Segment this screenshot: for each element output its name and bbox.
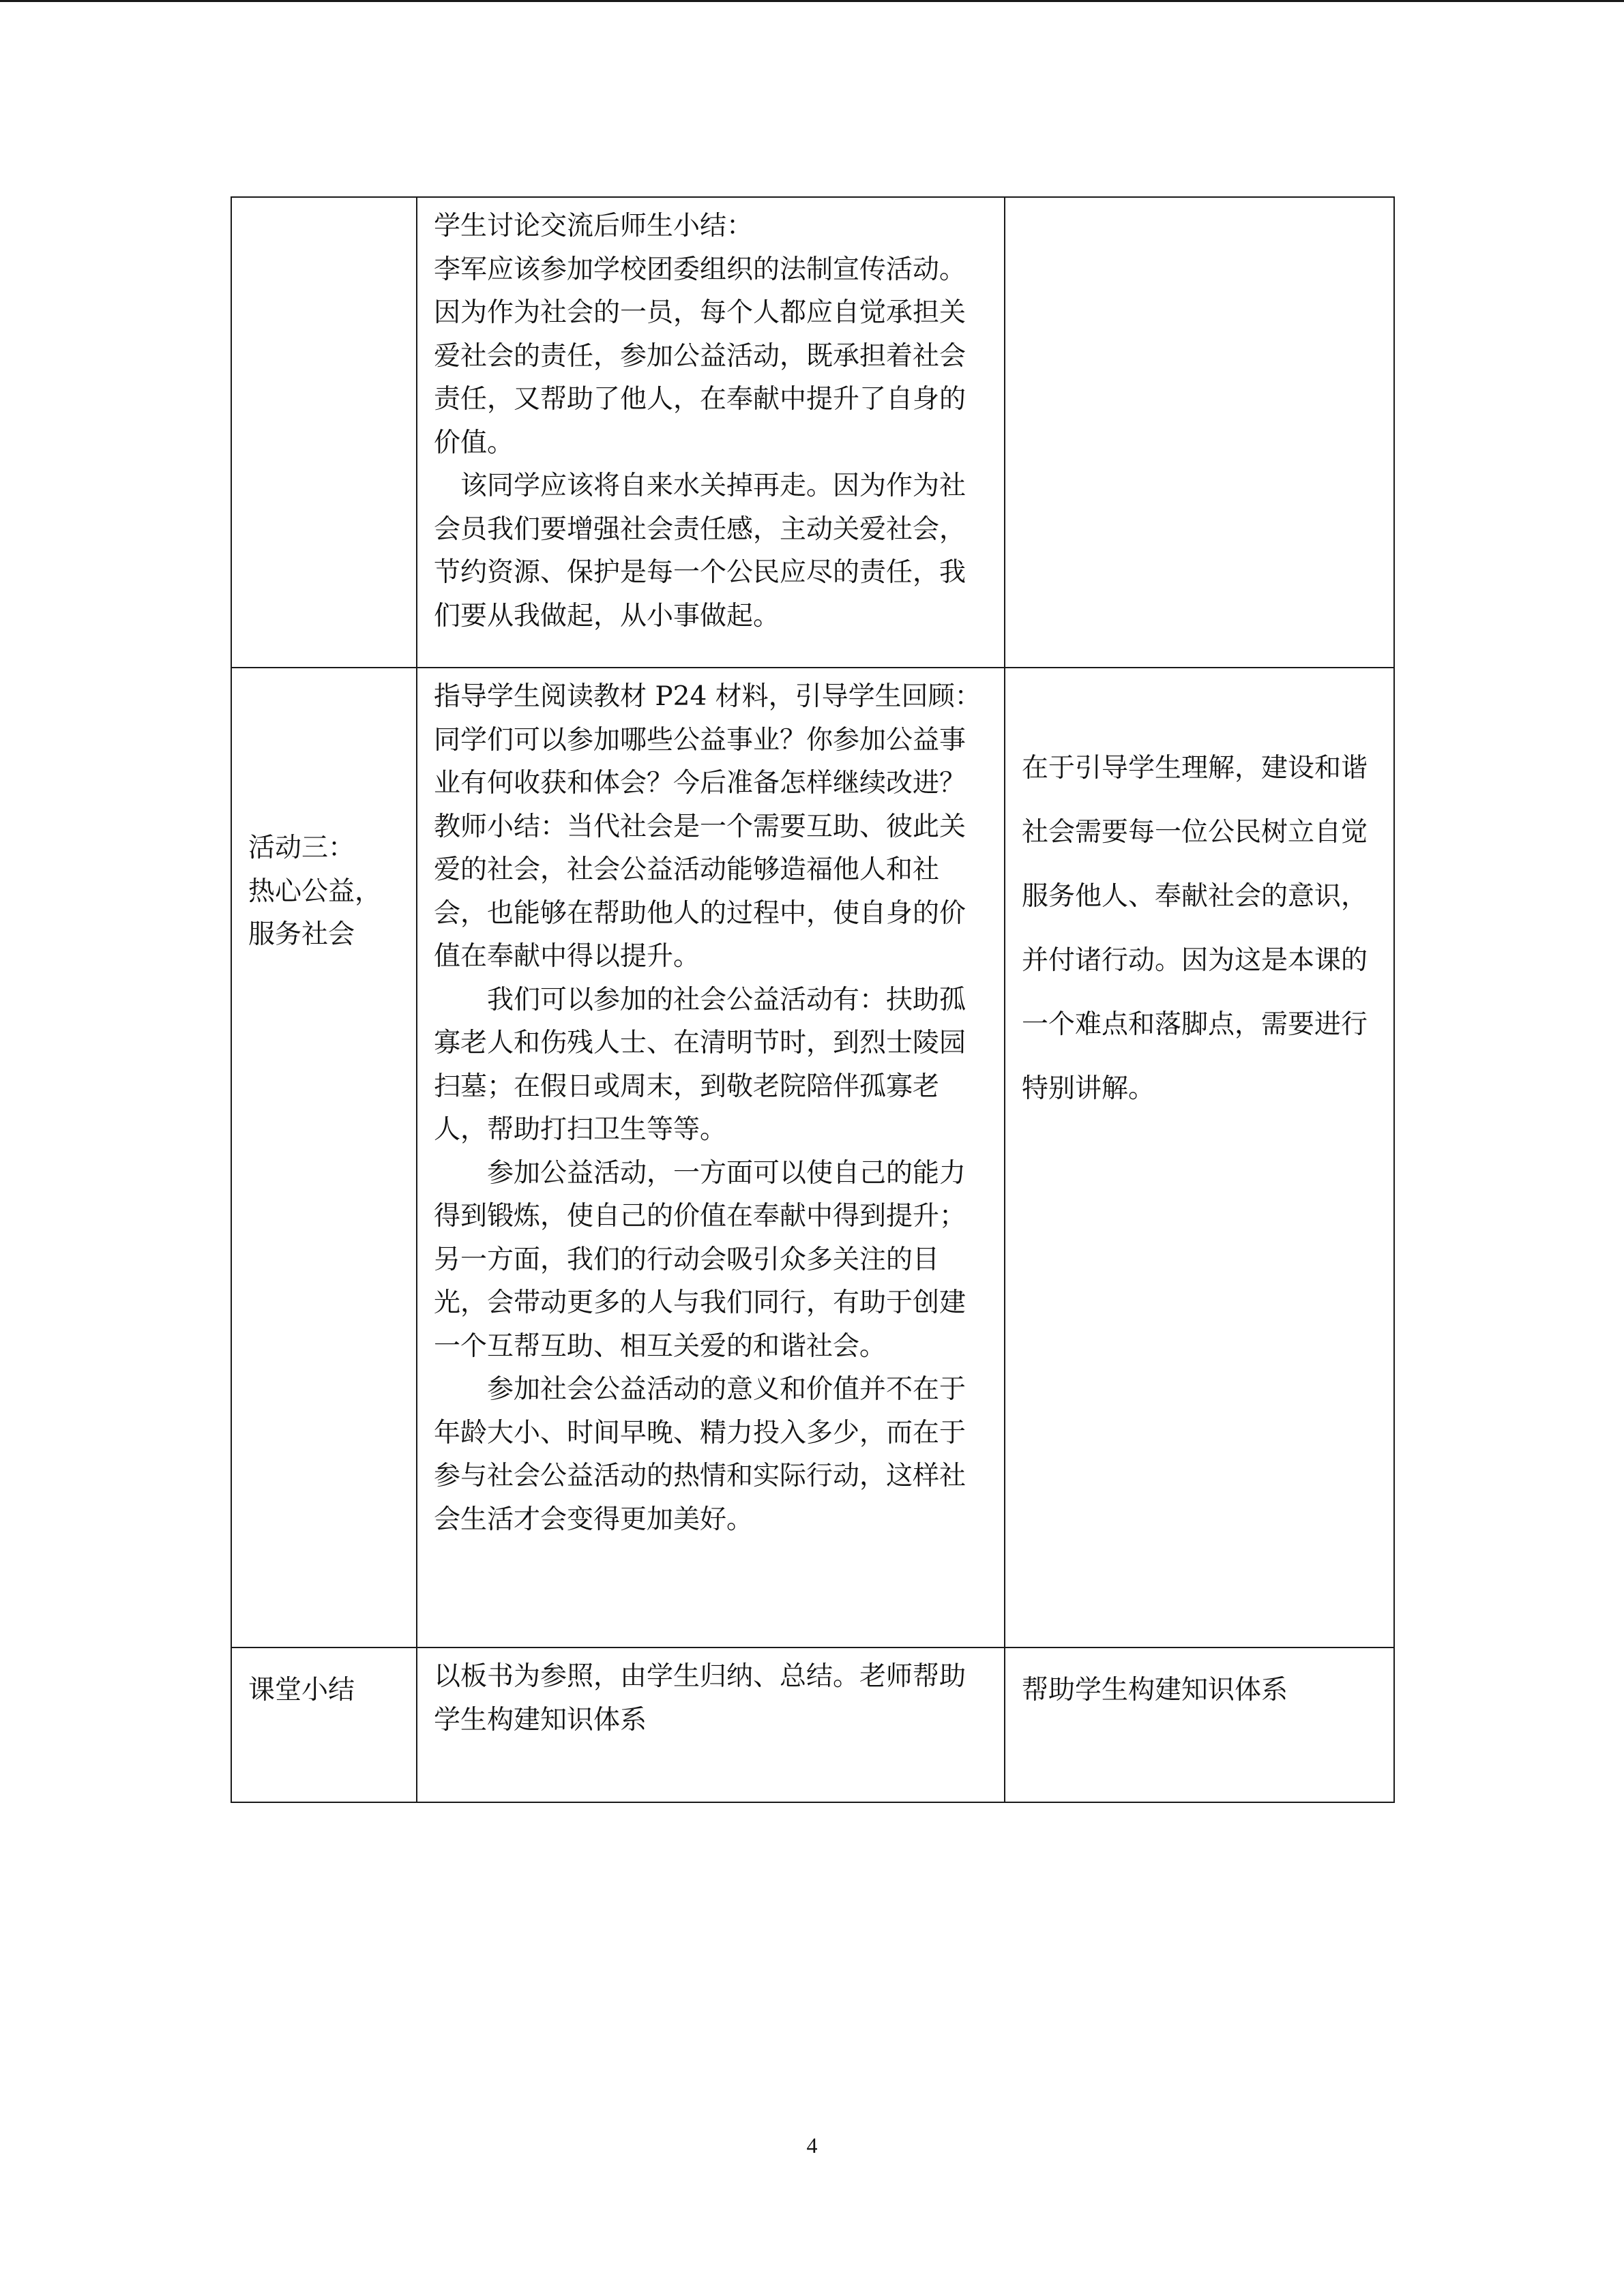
row2-label-cell bbox=[231, 668, 417, 1648]
row2-content-paragraph: 参加公益活动，一方面可以使自己的能力得到锻炼，使自己的价值在奉献中得到提升；另一方面，我们的行动会吸引众多关注的目光，会带动更多的人与我们同行，有助于创建一个互帮互助、相互关爱的和谐社会。 bbox=[434, 1157, 966, 1362]
row2-note-cell bbox=[1005, 668, 1394, 1648]
row3-note-cell bbox=[1005, 1648, 1394, 1802]
row2-content-paragraph: 参加社会公益活动的意义和价值并不在于年龄大小、时间早晚、精力投入多少，而在于参与社会公益活动的热情和实际行动，这样社会生活才会变得更加美好。 bbox=[434, 1374, 966, 1535]
row1-label bbox=[232, 198, 416, 205]
lesson-plan-table bbox=[231, 196, 1395, 1803]
row1-content-heading: 学生讨论交流后师生小结： bbox=[434, 211, 754, 241]
row1-content-cell bbox=[417, 197, 1005, 668]
row1-label-cell bbox=[231, 197, 417, 668]
page-number: 4 bbox=[806, 2133, 818, 2158]
row1-content-paragraph: 李军应该参加学校团委组织的法制宣传活动。因为作为社会的一员，每个人都应自觉承担关爱社会的责任，参加公益活动，既承担着社会责任，又帮助了他人，在奉献中提升了自身的价值。 bbox=[434, 254, 966, 458]
row2-content-paragraph: 指导学生阅读教材 P24 材料，引导学生回顾：同学们可以参加哪些公益事业？你参加公益事业有何收获和体会？今后准备怎样继续改进？ bbox=[434, 681, 981, 799]
activity-label-line: 服务社会 bbox=[248, 919, 355, 950]
activity-label-line: 活动三： bbox=[248, 833, 355, 863]
top-border-line bbox=[0, 0, 1624, 2]
activity-label-line: 热心公益， bbox=[248, 876, 382, 907]
row2-content-paragraph: 教师小结：当代社会是一个需要互助、彼此关爱的社会，社会公益活动能够造福他人和社会，也能够在帮助他人的过程中，使自身的价值在奉献中得以提升。 bbox=[434, 811, 966, 972]
row3-content-cell bbox=[417, 1648, 1005, 1802]
row1-note bbox=[1005, 198, 1393, 205]
row3-label-cell bbox=[231, 1648, 417, 1802]
row1-note-cell bbox=[1005, 197, 1394, 668]
summary-note: 帮助学生构建知识体系 bbox=[1022, 1675, 1288, 1705]
row2-note: 在于引导学生理解，建设和谐社会需要每一位公民树立自觉服务他人、奉献社会的意识，并付诸行动。因为这是本课的一个难点和落脚点，需要进行特别讲解。 bbox=[1022, 753, 1368, 1104]
row2-content-paragraph: 我们可以参加的社会公益活动有：扶助孤寡老人和伤残人士、在清明节时，到烈士陵园扫墓；在假日或周末，到敬老院陪伴孤寡老人，帮助打扫卫生等等。 bbox=[434, 984, 966, 1145]
summary-label: 课堂小结 bbox=[248, 1675, 355, 1705]
row2-content-cell bbox=[417, 668, 1005, 1648]
row1-content-paragraph: 该同学应该将自来水关掉再走。因为作为社会员我们要增强社会责任感，主动关爱社会，节约资源、保护是每一个公民应尽的责任，我们要从我做起，从小事做起。 bbox=[434, 471, 966, 631]
summary-content: 以板书为参照，由学生归纳、总结。老师帮助学生构建知识体系 bbox=[434, 1661, 966, 1735]
table-row bbox=[231, 668, 1394, 1648]
table-row bbox=[231, 1648, 1394, 1802]
table-row bbox=[231, 197, 1394, 668]
